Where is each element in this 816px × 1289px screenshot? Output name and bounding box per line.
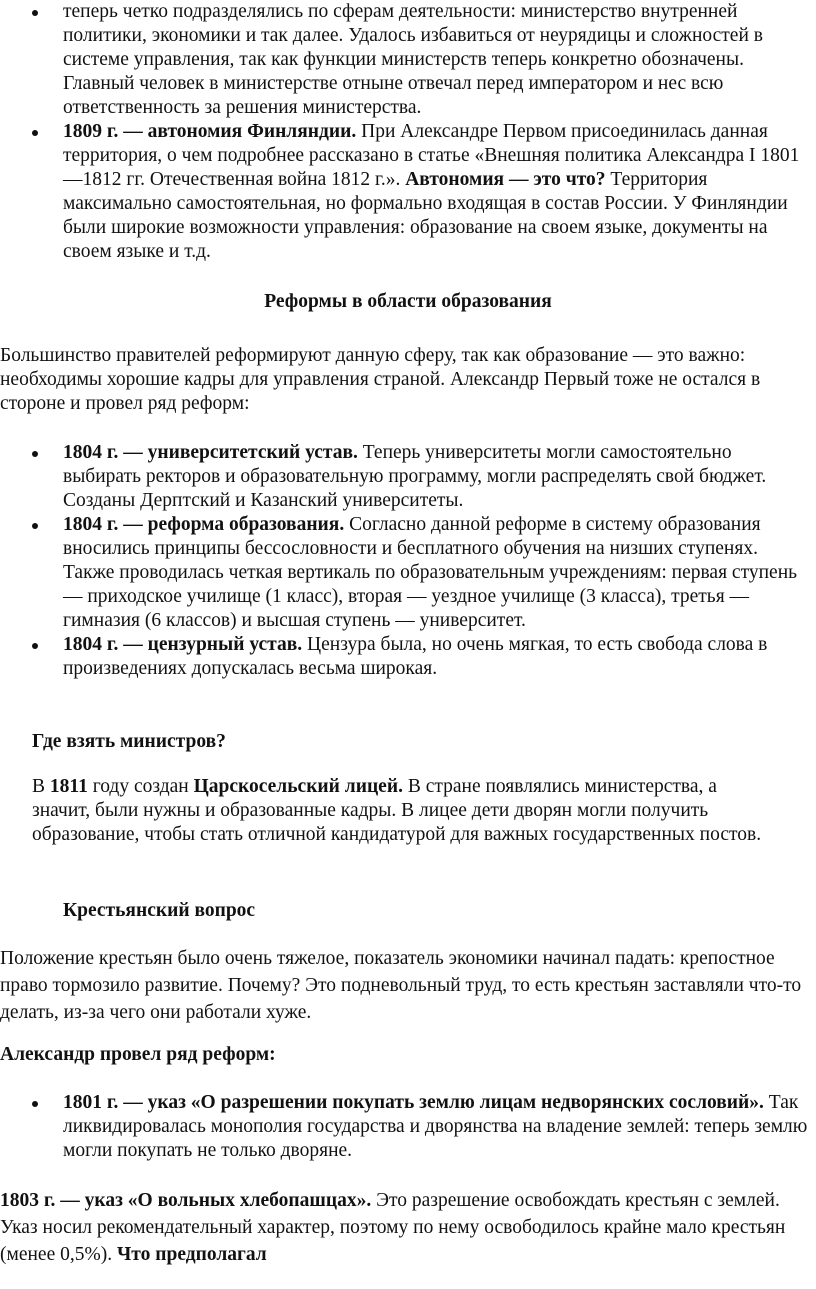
list-item-text: Так ликвидировалась монополия государства и дворянства на владение землей: теперь землю могли покупать не только дворяне. [63,1092,808,1161]
list-item-bold: 1804 г. — реформа образования. [63,514,345,535]
peasant-paragraph: Положение крестьян было очень тяжелое, показатель экономики начинал падать: крепостное право тормозило развитие. Почему? Это подневольный труд, то есть крестьян заставляли что-то делать, из-за чего они работали хуже. [0,948,802,1023]
last-paragraph-bold: 1803 г. — указ «О вольных хлебопашцах». [0,1190,372,1211]
ministers-heading-text: Где взять министров? [32,731,226,752]
education-intro: Большинство правителей реформируют данную сферу, так как образование — это важно: необходимы хорошие кадры для управления страной. Александр Первый тоже не остался в стороне и провел ряд реформ: [0,345,761,414]
ministers-text: году создан [87,776,194,797]
reforms-heading-text: Александр провел ряд реформ: [0,1044,276,1065]
list-item [0,120,816,264]
list-item-text: Теперь университеты могли самостоятельно выбирать ректоров и образовательную программу, могли распределять свой бюджет. Созданы Дерптский и Казанский университеты. [63,442,767,511]
list-item [0,0,816,120]
list-item [0,633,816,681]
ministers-text: В стране появлялись министерства, а значит, были нужны и образованные кадры. В лицее дети дворян могли получить образование, чтобы стать отличной кандидатурой для важных государственных постов. [32,776,762,845]
list-item-bold-lead: 1809 г. — автономия Финляндии. [63,121,357,142]
education-section [0,290,816,314]
list-item-text: При Александре Первом присоединилась данная территория, о чем подробнее рассказано в статье «Внешняя политика Александра I 1801—1812 гг. Отечественная война 1812 г.». [63,121,800,190]
last-paragraph-text: Это разрешение освобождать крестьян с землей. Указ носил рекомендательный характер, поэтому по нему освободилось крайне мало крестьян (менее 0,5%). [0,1190,786,1265]
list-item-bold: 1804 г. — цензурный устав. [63,634,303,655]
list-top [0,0,816,264]
list-item-bold: 1804 г. — университетский устав. [63,442,358,463]
ministers-text: В [32,776,50,797]
ministers-para-block [0,775,816,847]
last-paragraph-block [0,1187,816,1268]
peasant-list [0,1091,816,1163]
ministers-section [0,730,816,754]
ministers-year: 1811 [49,776,88,797]
list-item-bold: 1801 г. — указ «О разрешении покупать землю лицам недворянских сословий». [63,1092,764,1113]
reforms-heading-block [0,1043,816,1067]
peasant-heading-text: Крестьянский вопрос [63,900,256,921]
peasant-para-block [0,945,816,1026]
list-item-text: теперь четко подразделялись по сферам деятельности: министерство внутренней политики, экономики и так далее. Удалось избавиться от неурядицы и сложностей в системе управления, так как функции министерств теперь конкретно обозначены. Главный человек в министерстве отныне отвечал перед императором и нес всю ответственность за решения министерства. [63,1,763,118]
peasant-heading [0,899,816,923]
list-item-text: Цензура была, но очень мягкая, то есть свобода слова в произведениях допускалась весьма широкая. [63,634,768,679]
ministers-heading [0,730,816,754]
reforms-heading [0,1043,816,1067]
list-item [0,513,816,633]
education-heading: Реформы в области образования [264,291,552,312]
list-item [0,441,816,513]
peasant-section [0,899,816,923]
ministers-lyceum: Царскосельский лицей. [193,776,403,797]
last-paragraph [0,1187,816,1268]
education-list [0,441,816,681]
list-item-text: Согласно данной реформе в систему образования вносились принципы бессословности и бесплатного обучения на низших ступенях. Также проводилась четкая вертикаль по образовательным учреждениям: первая ступень — приходское училище (1 класс), вторая — уездное училище (3 класса), третья — гимназия (6 классов) и высшая ступень — университет. [63,514,798,631]
last-paragraph-bold-end: Что предполагал [116,1244,267,1265]
ministers-paragraph [0,775,816,847]
list-item-bold-mid: Автономия — это что? [405,169,606,190]
list-item-text: Территория максимально самостоятельная, но формально входящая в состав России. У Финляндии были широкие возможности управления: образование на своем языке, документы на своем языке и т.д. [63,169,788,262]
list-item [0,1091,816,1163]
education-intro-block [0,344,816,416]
